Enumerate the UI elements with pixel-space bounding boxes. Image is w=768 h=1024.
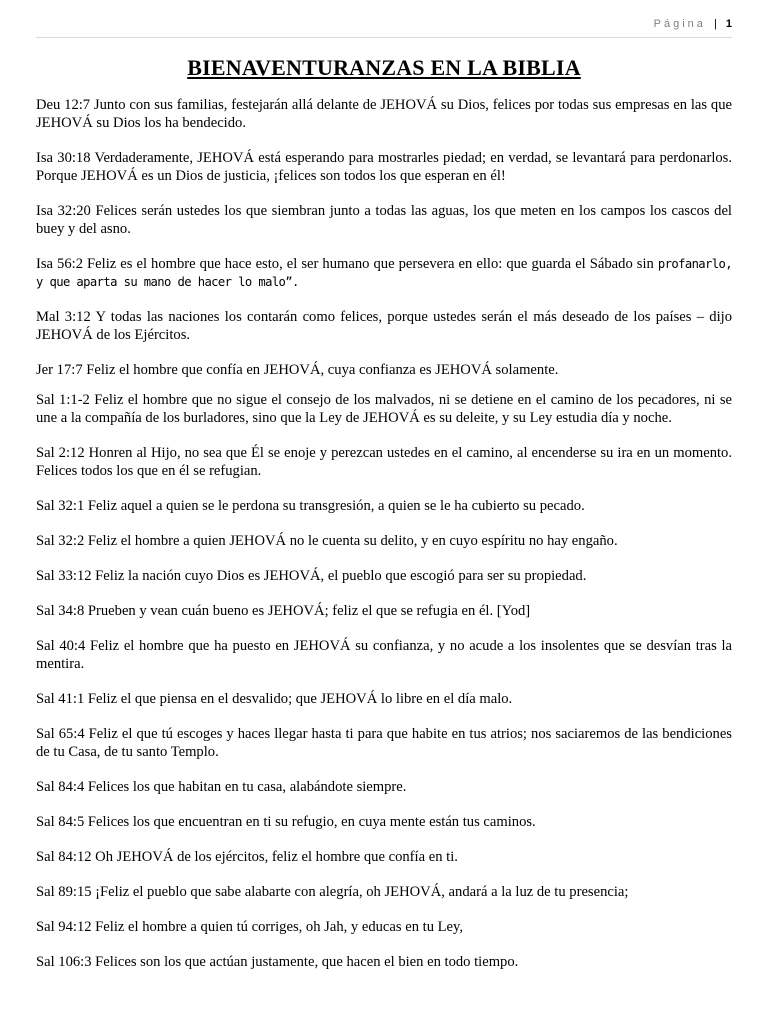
verse-jer-17-7: Jer 17:7 Feliz el hombre que confía en JEHOVÁ, cuya confianza es JEHOVÁ solamente. — [36, 362, 559, 378]
document-title: BIENAVENTURANZAS EN LA BIBLIA — [187, 55, 581, 80]
verse-isa-56-2 — [36, 255, 732, 291]
verse-sal-32-1: Sal 32:1 Feliz aquel a quien se le perdona su transgresión, a quien se le ha cubierto su pecado. — [36, 498, 585, 514]
page-label: Página — [653, 18, 706, 30]
verse-sal-84-12: Sal 84:12 Oh JEHOVÁ de los ejércitos, feliz el hombre que confía en ti. — [36, 849, 458, 865]
verse-sal-32-2: Sal 32:2 Feliz el hombre a quien JEHOVÁ no le cuenta su delito, y en cuyo espíritu no hay engaño. — [36, 533, 618, 549]
page-number: 1 — [725, 18, 732, 30]
verse-sal-65-4: Sal 65:4 Feliz el que tú escoges y haces llegar hasta ti para que habite en tus atrios; nos saciaremos de las bendiciones de tu Casa, de tu santo Templo. — [36, 726, 732, 760]
verse-isa-56-2-tail: profanarlo, y que aparta su mano de hacer lo malo”. — [36, 257, 732, 289]
verse-sal-40-4: Sal 40:4 Feliz el hombre que ha puesto en JEHOVÁ su confianza, y no acude a los insolentes que se desvían tras la mentira. — [36, 638, 732, 672]
verse-isa-56-2-main: Isa 56:2 Feliz es el hombre que hace esto, el ser humano que persevera en ello: que guarda el Sábado sin — [36, 256, 654, 272]
verse-list — [36, 96, 732, 971]
verse-isa-32-20: Isa 32:20 Felices serán ustedes los que siembran junto a todas las aguas, los que meten en los campos los cascos del buey y del asno. — [36, 203, 732, 237]
verse-isa-30-18: Isa 30:18 Verdaderamente, JEHOVÁ está esperando para mostrarles piedad; en verdad, se levantará para perdonarlos. Porque JEHOVÁ es un Dios de justicia, ¡felices son todos los que esperan en él! — [36, 150, 732, 184]
page-header — [654, 18, 732, 30]
verse-sal-1-1-2: Sal 1:1-2 Feliz el hombre que no sigue el consejo de los malvados, ni se detiene en el camino de los pecadores, ni se une a la compañía de los burladores, sino que la Ley de JEHOVÁ es su deleite, y su Ley estudia día y noche. — [36, 392, 732, 426]
page-separator: | — [713, 18, 717, 30]
verse-sal-94-12: Sal 94:12 Feliz el hombre a quien tú corriges, oh Jah, y educas en tu Ley, — [36, 919, 464, 935]
verse-mal-3-12: Mal 3:12 Y todas las naciones los contarán como felices, porque ustedes serán el más deseado de los países – dijo JEHOVÁ de los Ejércitos. — [36, 309, 732, 343]
verse-sal-34-8: Sal 34:8 Prueben y vean cuán bueno es JEHOVÁ; feliz el que se refugia en él. [Yod] — [36, 603, 531, 619]
verse-sal-106-3: Sal 106:3 Felices son los que actúan justamente, que hacen el bien en todo tiempo. — [36, 954, 519, 970]
verse-deu-12-7: Deu 12:7 Junto con sus familias, festejarán allá delante de JEHOVÁ su Dios, felices por todas sus empresas en las que JEHOVÁ su Dios los ha bendecido. — [36, 97, 732, 131]
verse-sal-84-4: Sal 84:4 Felices los que habitan en tu casa, alabándote siempre. — [36, 779, 407, 795]
verse-sal-84-5: Sal 84:5 Felices los que encuentran en ti su refugio, en cuya mente están tus caminos. — [36, 814, 536, 830]
verse-sal-2-12: Sal 2:12 Honren al Hijo, no sea que Él se enoje y perezcan ustedes en el camino, al encenderse su ira en un momento. Felices todos los que en él se refugian. — [36, 445, 732, 479]
verse-sal-41-1: Sal 41:1 Feliz el que piensa en el desvalido; que JEHOVÁ lo libre en el día malo. — [36, 691, 513, 707]
verse-sal-33-12: Sal 33:12 Feliz la nación cuyo Dios es JEHOVÁ, el pueblo que escogió para ser su propiedad. — [36, 568, 587, 584]
header-divider — [36, 37, 732, 38]
verse-sal-89-15: Sal 89:15 ¡Feliz el pueblo que sabe alabarte con alegría, oh JEHOVÁ, andará a la luz de tu presencia; — [36, 884, 629, 900]
